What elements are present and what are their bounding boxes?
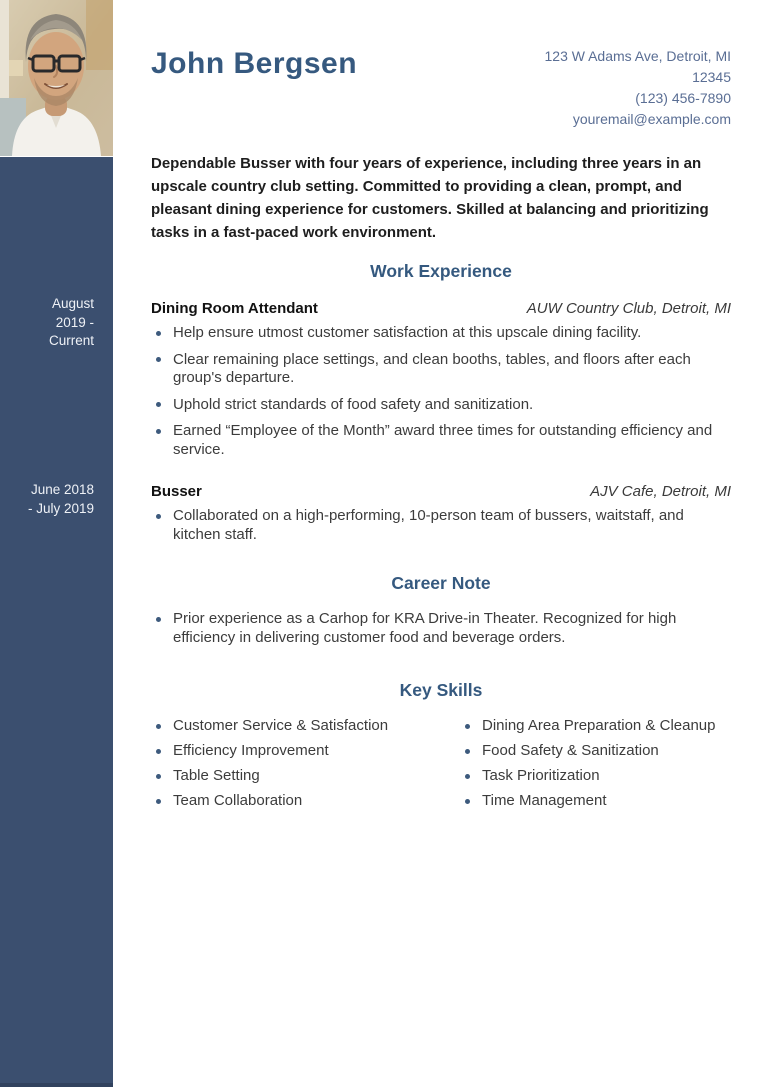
job2-bullet: Collaborated on a high-performing, 10-person team of bussers, waitstaff, and kitchen staff.: [151, 507, 731, 544]
date-line: 2019 -: [55, 314, 94, 330]
skill-item: Food Safety & Sanitization: [460, 742, 731, 761]
section-heading-key-skills: Key Skills: [399, 680, 483, 700]
date-line: Current: [48, 333, 94, 348]
key-skills-column-right: [460, 717, 731, 817]
skill-item: Table Setting: [151, 767, 460, 786]
job1-bullet: Help ensure utmost customer satisfaction at this upscale dining facility.: [151, 324, 731, 343]
job2-header: [151, 483, 731, 500]
job1-bullet: Clear remaining place settings, and clean booths, tables, and floors after each group's departure.: [151, 351, 731, 388]
date-range-job2: [0, 481, 113, 518]
sidebar-bottom-edge: [0, 1083, 113, 1087]
skill-item: Task Prioritization: [460, 767, 731, 786]
key-skills-columns: [151, 717, 731, 817]
job1-header: [151, 300, 731, 317]
skill-item: Team Collaboration: [151, 792, 460, 811]
skill-item: Time Management: [460, 792, 731, 811]
job1-bullet: Uphold strict standards of food safety and sanitization.: [151, 396, 731, 415]
resume-header: [151, 0, 731, 150]
contact-address-line1: 123 W Adams Ave, Detroit, MI: [544, 48, 731, 64]
date-line: August: [51, 296, 94, 311]
skill-item: Dining Area Preparation & Cleanup: [460, 717, 731, 736]
candidate-name: John Bergsen: [151, 47, 358, 80]
date-line: - July 2019: [27, 500, 94, 516]
date-range-job1: [0, 295, 113, 351]
section-heading-work-experience: Work Experience: [370, 261, 512, 281]
summary-paragraph: Dependable Busser with four years of experience, including three years in an upscale country club setting. Committed to providing a clean, prompt, and pleasant dining experience for customers. Skilled at balancing and prioritizing tasks in a fast-paced work environment.: [151, 155, 709, 241]
job1-company: AUW Country Club, Detroit, MI: [526, 300, 731, 317]
portrait-illustration: [0, 0, 113, 156]
career-note-bullet: Prior experience as a Carhop for KRA Drive-in Theater. Recognized for high efficiency in delivering customer food and beverage orders.: [151, 610, 731, 647]
skill-item: Customer Service & Satisfaction: [151, 717, 460, 736]
job1-title: Dining Room Attendant: [151, 300, 318, 317]
main-content: [151, 0, 731, 817]
career-note-bullet-list: [151, 610, 731, 647]
key-skills-column-left: [151, 717, 460, 817]
date-line: June 2018: [30, 482, 94, 497]
job2-bullet-list: [151, 507, 731, 544]
sidebar: [0, 157, 113, 1087]
contact-block: [545, 46, 731, 130]
job1-bullet: Earned “Employee of the Month” award three times for outstanding efficiency and service.: [151, 422, 731, 459]
job2-company: AJV Cafe, Detroit, MI: [590, 483, 731, 500]
job1-bullet-list: [151, 324, 731, 459]
skill-item: Efficiency Improvement: [151, 742, 460, 761]
section-heading-career-note: Career Note: [391, 573, 491, 593]
profile-photo: [0, 0, 113, 156]
job2-title: Busser: [151, 483, 202, 500]
contact-address-line2: 12345: [692, 69, 731, 85]
contact-phone: (123) 456-7890: [635, 90, 731, 106]
contact-email: youremail@example.com: [572, 111, 731, 127]
